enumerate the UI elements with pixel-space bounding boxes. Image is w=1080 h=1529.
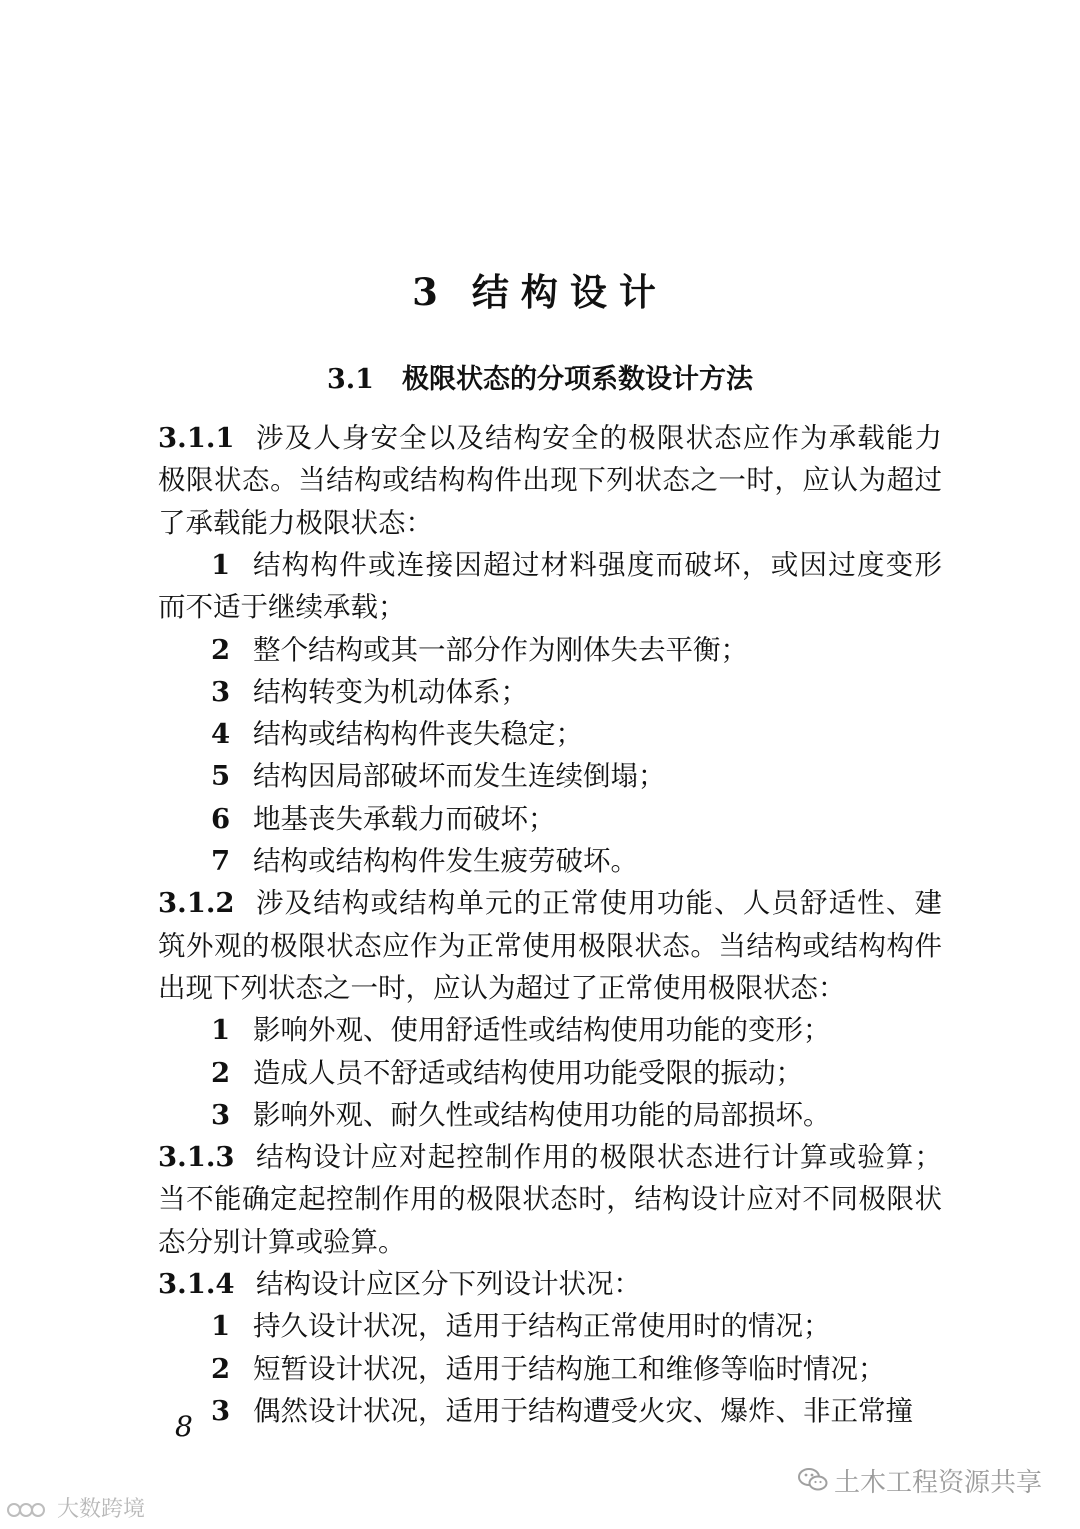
line-text: 态分别计算或验算。 <box>158 1225 406 1258</box>
list-item <box>211 1053 803 1093</box>
item-number: 3 <box>211 675 231 708</box>
chapter-number: 3 <box>412 270 450 314</box>
line-text: 造成人员不舒适或结构使用功能受限的振动； <box>253 1056 803 1089</box>
continuation-line <box>158 503 433 543</box>
clause-line <box>158 1264 641 1304</box>
list-item <box>211 1095 831 1135</box>
list-item <box>211 630 748 670</box>
item-number: 2 <box>211 1056 231 1089</box>
chapter-title <box>0 262 1080 316</box>
list-item <box>211 672 528 712</box>
line-text: 了承载能力极限状态： <box>158 506 433 539</box>
clause-line <box>158 883 943 923</box>
line-text: 结构或结构构件发生疲劳破坏。 <box>253 845 638 877</box>
item-number: 5 <box>211 760 231 793</box>
line-text: 偶然设计状况，适用于结构遭受火灾、爆炸、非正常撞 <box>253 1394 913 1427</box>
list-item <box>211 545 943 585</box>
line-text: 结构构件或连接因超过材料强度而破坏，或因过度变形 <box>253 548 944 581</box>
line-text: 当不能确定起控制作用的极限状态时，结构设计应对不同极限状 <box>158 1183 943 1216</box>
line-text: 整个结构或其一部分作为刚体失去平衡； <box>253 633 748 666</box>
line-text: 短暂设计状况，适用于结构施工和维修等临时情况； <box>253 1352 886 1385</box>
continuation-line <box>158 587 406 627</box>
item-number: 1 <box>211 548 231 581</box>
line-text: 结构因局部破坏而发生连续倒塌； <box>253 760 666 793</box>
item-number: 4 <box>211 718 231 751</box>
item-number: 7 <box>211 845 231 877</box>
line-text: 结构设计应对起控制作用的极限状态进行计算或验算； <box>256 1141 944 1174</box>
clause-number: 3.1.1 <box>158 422 235 454</box>
watermark-left <box>6 1492 145 1523</box>
list-item <box>211 841 638 881</box>
section-title-text: 极限状态的分项系数设计方法 <box>401 364 753 395</box>
brand-logo-icon <box>6 1497 57 1522</box>
chapter-title-text: 结构设计 <box>471 270 668 314</box>
line-text: 结构设计应区分下列设计状况： <box>256 1268 641 1300</box>
list-item <box>211 1349 886 1389</box>
list-item <box>211 1306 831 1346</box>
list-item <box>211 714 583 754</box>
list-item <box>211 799 556 839</box>
list-item <box>211 756 666 796</box>
wechat-icon <box>798 1467 828 1500</box>
clause-number: 3.1.3 <box>158 1141 235 1174</box>
list-item <box>211 1391 913 1431</box>
list-item <box>211 1010 831 1050</box>
line-text: 持久设计状况，适用于结构正常使用时的情况； <box>253 1310 831 1343</box>
line-text: 筑外观的极限状态应作为正常使用极限状态。当结构或结构构件 <box>158 929 943 962</box>
item-number: 2 <box>211 633 231 666</box>
line-text: 而不适于继续承载； <box>158 591 406 624</box>
line-text: 出现下列状态之一时，应认为超过了正常使用极限状态： <box>158 971 846 1004</box>
item-number: 1 <box>211 1014 231 1047</box>
line-text: 结构转变为机动体系； <box>253 675 528 708</box>
watermark-left-text: 大数跨境 <box>57 1497 146 1522</box>
line-text: 涉及人身安全以及结构安全的极限状态应作为承载能力 <box>256 422 944 454</box>
clause-line <box>158 418 943 458</box>
clause-number: 3.1.4 <box>158 1268 235 1300</box>
clause-line <box>158 1137 943 1177</box>
watermark-right <box>798 1462 1042 1500</box>
line-text: 地基丧失承载力而破坏； <box>253 802 556 835</box>
item-number: 2 <box>211 1352 231 1385</box>
line-text: 影响外观、耐久性或结构使用功能的局部损坏。 <box>253 1098 831 1131</box>
continuation-line <box>158 1222 406 1262</box>
line-text: 极限状态。当结构或结构构件出现下列状态之一时，应认为超过 <box>158 464 943 497</box>
section-number: 3.1 <box>327 364 374 395</box>
clause-number: 3.1.2 <box>158 887 235 920</box>
page-number: 8 <box>175 1410 193 1443</box>
item-number: 3 <box>211 1098 231 1131</box>
item-number: 6 <box>211 802 231 835</box>
continuation-line <box>158 926 943 966</box>
line-text: 影响外观、使用舒适性或结构使用功能的变形； <box>253 1014 831 1047</box>
line-text: 涉及结构或结构单元的正常使用功能、人员舒适性、建 <box>256 887 944 920</box>
continuation-line <box>158 968 846 1008</box>
item-number: 1 <box>211 1310 231 1343</box>
section-title <box>0 357 1080 396</box>
continuation-line <box>158 460 943 500</box>
watermark-right-text: 土木工程资源共享 <box>833 1468 1042 1498</box>
line-text: 结构或结构构件丧失稳定； <box>253 718 583 751</box>
item-number: 3 <box>211 1394 231 1427</box>
continuation-line <box>158 1179 943 1219</box>
